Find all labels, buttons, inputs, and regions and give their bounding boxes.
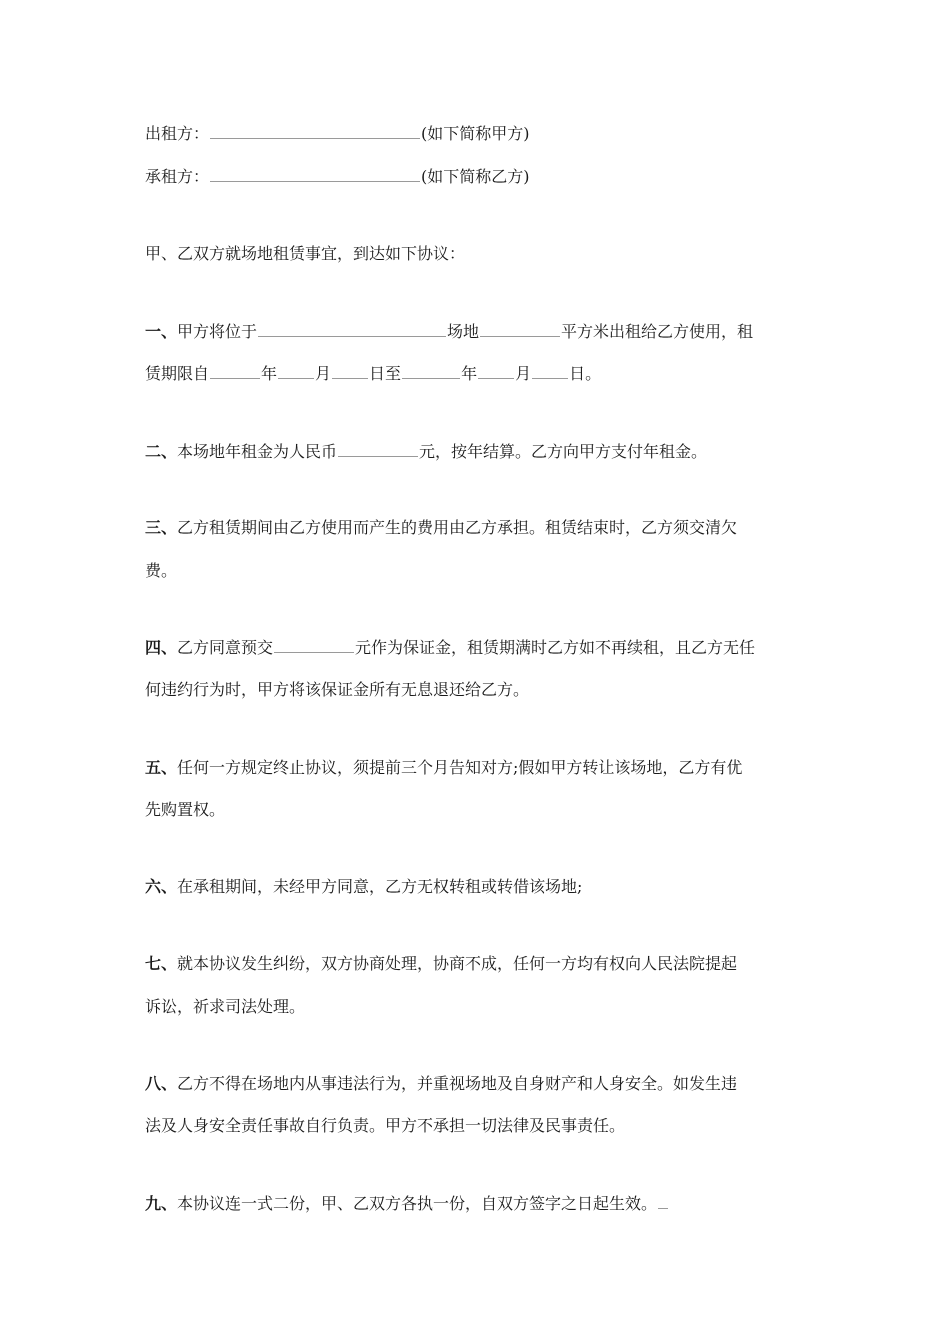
- clause-7-text-1: 就本协议发生纠纷，双方协商处理，协商不成，任何一方均有权向人民法院提起: [177, 954, 738, 973]
- end-month-blank[interactable]: [478, 363, 514, 379]
- clause-5-line-1: [145, 758, 805, 778]
- clause-1-day-to: 日至: [369, 364, 402, 383]
- clause-7-text-2: 诉讼，祈求司法处理。: [145, 997, 306, 1016]
- clause-2-text-a: 本场地年租金为人民币: [177, 442, 338, 461]
- clause-8-number: 八、: [145, 1074, 178, 1093]
- clause-1-text-b: 场地: [447, 322, 480, 341]
- lessee-name-blank[interactable]: [210, 166, 420, 182]
- clause-7-line-2: [145, 997, 805, 1017]
- start-year-blank[interactable]: [210, 363, 260, 379]
- clause-1-text-a: 甲方将位于: [177, 322, 258, 341]
- clause-3-line-1: [145, 518, 805, 538]
- clause-4-number: 四、: [145, 638, 178, 657]
- clause-4-text-2: 何违约行为时，甲方将该保证金所有无息退还给乙方。: [145, 680, 530, 699]
- clause-4-line-2: [145, 680, 805, 700]
- clause-9-line-1: [145, 1193, 805, 1214]
- intro-text: [145, 244, 805, 264]
- clause-7-number: 七、: [145, 954, 178, 973]
- clause-5-number: 五、: [145, 758, 178, 777]
- clause-1-month-1: 月: [315, 364, 332, 383]
- clause-2-number: 二、: [145, 442, 178, 461]
- clause-7-line-1: [145, 954, 805, 974]
- clause-9-number: 九、: [145, 1194, 178, 1213]
- clause-8-text-2: 法及人身安全责任事故自行负责。甲方不承担一切法律及民事责任。: [145, 1116, 626, 1135]
- lessee-label: 承租方：: [145, 167, 210, 186]
- intro-sentence: 甲、乙双方就场地租赁事宜，到达如下协议：: [145, 244, 466, 263]
- clause-1-line-1: [145, 321, 805, 342]
- area-blank[interactable]: [480, 321, 560, 337]
- lessor-label: 出租方：: [145, 124, 210, 143]
- lessor-name-blank[interactable]: [210, 123, 420, 139]
- clause-5-line-2: [145, 800, 805, 820]
- deposit-amount-blank[interactable]: [274, 637, 354, 653]
- clause-6-number: 六、: [145, 877, 178, 896]
- clause-1-text-d: 赁期限自: [145, 364, 210, 383]
- rent-amount-blank[interactable]: [338, 441, 418, 457]
- end-day-blank[interactable]: [532, 363, 568, 379]
- clause-3-text-1: 乙方租赁期间由乙方使用而产生的费用由乙方承担。租赁结束时，乙方须交清欠: [177, 518, 738, 537]
- lessor-note: (如下简称甲方): [421, 124, 530, 143]
- clause-1-year-1: 年: [261, 364, 278, 383]
- clause-1-line-2: [145, 363, 805, 384]
- clause-5-text-2: 先购置权。: [145, 800, 226, 819]
- clause-1-number: 一、: [145, 322, 178, 341]
- trailing-blank: [658, 1193, 668, 1209]
- clause-8-line-2: [145, 1116, 805, 1136]
- start-day-blank[interactable]: [332, 363, 368, 379]
- clause-4-text-a: 乙方同意预交: [177, 638, 274, 657]
- start-month-blank[interactable]: [278, 363, 314, 379]
- clause-1-text-c: 平方米出租给乙方使用，租: [561, 322, 754, 341]
- site-location-blank[interactable]: [258, 321, 446, 337]
- clause-6-line-1: [145, 877, 805, 897]
- clause-1-month-2: 月: [515, 364, 532, 383]
- clause-3-line-2: [145, 561, 805, 581]
- clause-3-text-2: 费。: [145, 561, 178, 580]
- clause-5-text-1: 任何一方规定终止协议，须提前三个月告知对方;假如甲方转让该场地，乙方有优: [177, 758, 743, 777]
- clause-9-text-1: 本协议连一式二份，甲、乙双方各执一份，自双方签字之日起生效。: [177, 1194, 658, 1213]
- end-year-blank[interactable]: [402, 363, 460, 379]
- clause-2-line-1: [145, 441, 805, 462]
- clause-1-year-2: 年: [461, 364, 478, 383]
- clause-2-text-b: 元，按年结算。乙方向甲方支付年租金。: [419, 442, 708, 461]
- lessor-line: [145, 123, 805, 144]
- clause-3-number: 三、: [145, 518, 178, 537]
- clause-1-day-end: 日。: [569, 364, 602, 383]
- lessee-note: (如下简称乙方): [421, 167, 530, 186]
- clause-4-line-1: [145, 637, 805, 658]
- clause-8-line-1: [145, 1074, 805, 1094]
- lessee-line: [145, 166, 805, 187]
- clause-4-text-b: 元作为保证金，租赁期满时乙方如不再续租，且乙方无任: [355, 638, 756, 657]
- clause-8-text-1: 乙方不得在场地内从事违法行为，并重视场地及自身财产和人身安全。如发生违: [177, 1074, 738, 1093]
- clause-6-text-1: 在承租期间，未经甲方同意，乙方无权转租或转借该场地;: [177, 877, 583, 896]
